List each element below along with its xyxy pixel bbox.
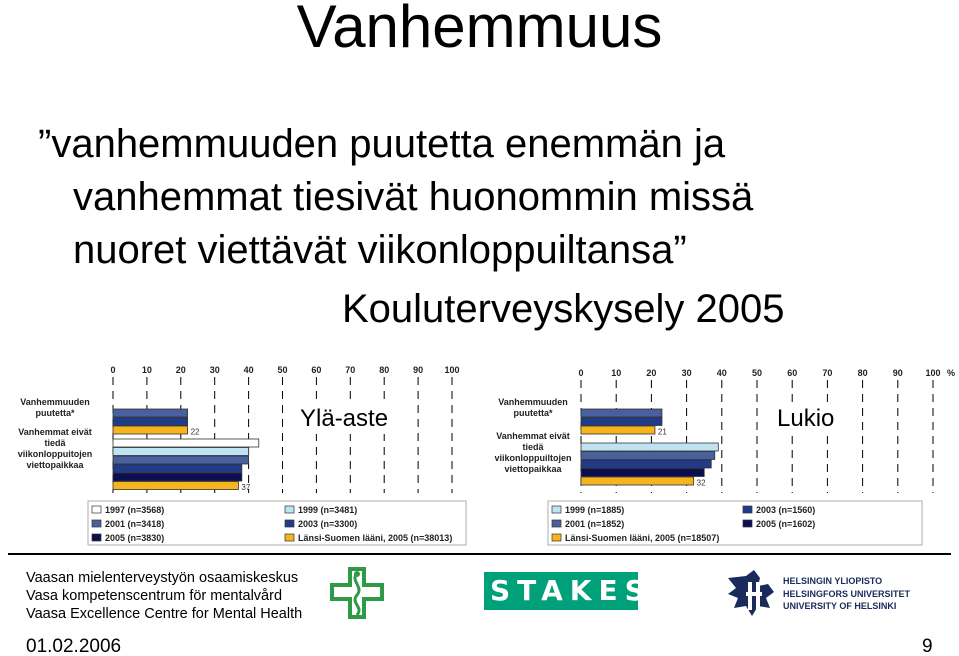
legend-swatch — [92, 534, 101, 541]
footer-divider — [8, 553, 951, 555]
legend-label: 2005 (n=1602) — [756, 519, 816, 529]
x-tick-label: 0 — [578, 368, 584, 378]
x-tick-label: 60 — [787, 368, 798, 378]
legend-swatch — [552, 534, 561, 541]
bar-2003 — [581, 460, 711, 468]
legend-swatch — [285, 506, 294, 513]
x-tick-label: 80 — [379, 365, 390, 375]
legend-label: 2005 (n=3830) — [105, 533, 165, 543]
bar-2005 — [113, 473, 242, 481]
data-label: 21 — [657, 427, 667, 437]
category-label: viikonloppuiltojen — [494, 453, 572, 463]
bar-1997 — [113, 439, 259, 447]
overlay-label-lukio: Lukio — [777, 405, 835, 432]
chart-yla-aste-svg — [0, 355, 470, 550]
x-tick-label: 20 — [646, 368, 657, 378]
category-label: Vanhemmuuden — [498, 397, 568, 407]
category-label: tiedä — [44, 438, 66, 448]
category-label: puutetta* — [35, 408, 75, 418]
x-tick-label: 50 — [277, 365, 288, 375]
legend-label: Länsi-Suomen lääni, 2005 (n=18507) — [565, 533, 720, 543]
bar-länsi-suomen — [113, 482, 238, 490]
overlay-label-yla-aste: Ylä-aste — [300, 405, 389, 432]
bar-länsi-suomen — [581, 426, 655, 434]
x-tick-label: % — [946, 368, 956, 378]
legend-label: 1999 (n=3481) — [298, 505, 358, 515]
bar-länsi-suomen — [581, 477, 694, 485]
legend-swatch — [285, 534, 294, 541]
data-label: 37 — [241, 483, 251, 492]
x-tick-label: 10 — [611, 368, 622, 378]
hy-name-sv: HELSINGFORS UNIVERSITET — [783, 588, 911, 599]
university-helsinki-logo-icon — [724, 568, 784, 620]
chart-lukio — [460, 355, 959, 550]
org-name-en: Vaasa Excellence Centre for Mental Health — [26, 606, 303, 622]
quote-line-3: nuoret viettävät viikonloppuiltansa” — [73, 228, 687, 272]
legend-label: 1999 (n=1885) — [565, 505, 625, 515]
legend-swatch — [92, 506, 101, 513]
vaasa-cross-logo-icon — [328, 565, 386, 621]
x-tick-label: 10 — [141, 365, 152, 375]
legend-swatch — [743, 506, 752, 513]
x-tick-label: 80 — [857, 368, 868, 378]
x-tick-label: 70 — [345, 365, 356, 375]
category-label: viettopaikkaa — [26, 460, 84, 470]
category-label: Vanhemmuuden — [20, 397, 90, 407]
category-label: Vanhemmat eivät — [18, 427, 92, 437]
x-tick-label: 40 — [243, 365, 254, 375]
category-label: Vanhemmat eivät — [496, 431, 570, 441]
x-tick-label: 70 — [822, 368, 833, 378]
org-name-sv: Vasa kompetenscentrum för mentalvård — [26, 588, 283, 604]
x-tick-label: 40 — [716, 368, 727, 378]
legend-swatch — [92, 520, 101, 527]
legend-label: 2001 (n=1852) — [565, 519, 625, 529]
category-label: viettopaikkaa — [504, 464, 562, 474]
legend-label: Länsi-Suomen lääni, 2005 (n=38013) — [298, 533, 453, 543]
bar-2003 — [113, 465, 242, 473]
quote-bullet — [38, 118, 918, 277]
bar-2003 — [581, 418, 662, 426]
x-tick-label: 90 — [413, 365, 424, 375]
x-tick-label: 20 — [175, 365, 186, 375]
x-tick-label: 50 — [751, 368, 763, 378]
chart-lukio-svg — [460, 355, 959, 550]
bar-2001 — [113, 456, 249, 464]
x-tick-label: 60 — [311, 365, 322, 375]
stakes-logo: STAKES — [484, 572, 638, 610]
slide-date: 01.02.2006 — [26, 636, 122, 656]
x-tick-label: 30 — [209, 365, 220, 375]
category-label: puutetta* — [513, 408, 553, 418]
legend-swatch — [552, 520, 561, 527]
org-names — [26, 569, 302, 623]
chart-yla-aste — [0, 355, 470, 550]
bar-1999 — [581, 443, 718, 451]
bar-1999 — [113, 448, 249, 456]
quote-line-1: ”vanhemmuuden puutetta enemmän ja — [38, 122, 726, 166]
bar-2003 — [113, 418, 188, 426]
quote-line-2: vanhemmat tiesivät huonommin missä — [73, 175, 754, 219]
legend-label: 2003 (n=1560) — [756, 505, 816, 515]
bar-2001 — [581, 452, 715, 460]
data-label: 22 — [190, 427, 200, 437]
bar-länsi-suomen — [113, 426, 188, 434]
data-label: 32 — [696, 478, 706, 488]
hy-name-en: UNIVERSITY OF HELSINKI — [783, 601, 897, 611]
legend-label: 2003 (n=3300) — [298, 519, 358, 529]
x-tick-label: 0 — [110, 365, 116, 375]
bar-2001 — [581, 409, 662, 417]
university-helsinki-names — [783, 575, 910, 613]
x-tick-label: 100 — [444, 365, 460, 375]
legend-swatch — [743, 520, 752, 527]
legend-label: 2001 (n=3418) — [105, 519, 165, 529]
slide-number: 9 — [922, 636, 933, 656]
org-name-fi: Vaasan mielenterveystyön osaamiskeskus — [26, 570, 299, 586]
hy-name-fi: HELSINGIN YLIOPISTO — [783, 576, 883, 586]
source-caption: Kouluterveyskysely 2005 — [342, 287, 785, 331]
bar-2001 — [113, 409, 188, 417]
x-tick-label: 30 — [681, 368, 692, 378]
slide-title: Vanhemmuus — [296, 0, 663, 60]
x-tick-label: 100 — [925, 368, 941, 378]
legend-swatch — [552, 506, 561, 513]
x-tick-label: 90 — [892, 368, 903, 378]
category-label: tiedä — [522, 442, 544, 452]
legend-label: 1997 (n=3568) — [105, 505, 165, 515]
category-label: viikonloppuitojen — [17, 449, 93, 459]
legend-swatch — [285, 520, 294, 527]
bar-2005 — [581, 469, 704, 477]
